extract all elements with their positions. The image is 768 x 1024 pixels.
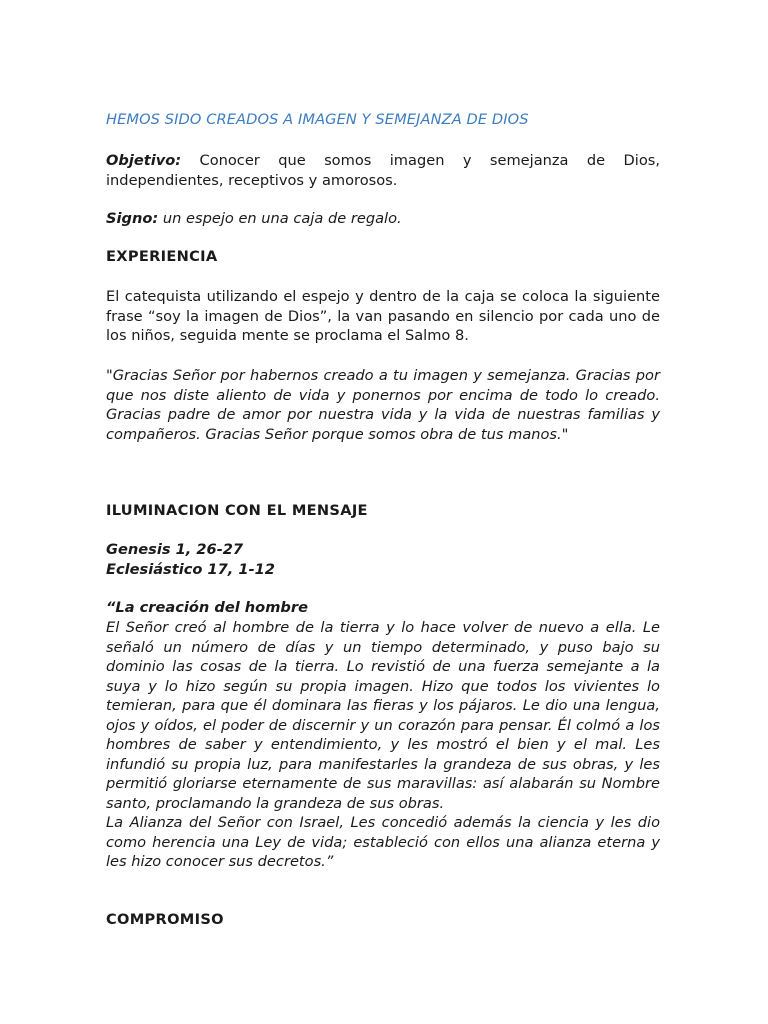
signo-text: un espejo en una caja de regalo.: [158, 210, 402, 227]
objetivo-label: Objetivo:: [106, 152, 182, 169]
experiencia-paragraph: El catequista utilizando el espejo y dentro de la caja se coloca la siguiente frase “soy la imagen de Dios”, la van pasando en silencio por cada uno de los niños, seguida mente se proclama el Salmo 8.: [106, 288, 660, 344]
reading-text-alianza: La Alianza del Señor con Israel, Les concedió además la ciencia y les dio como herencia una Ley de vida; estableció con ellos una alianza eterna y les hizo conocer sus decretos.”: [106, 814, 660, 870]
signo-paragraph: [106, 209, 660, 229]
document-title: HEMOS SIDO CREADOS A IMAGEN Y SEMEJANZA DE DIOS: [106, 111, 529, 128]
experiencia-heading: EXPERIENCIA: [106, 248, 218, 265]
bible-reference-eclesiastico: Eclesiástico 17, 1-12: [106, 561, 275, 578]
bible-reference-genesis: Genesis 1, 26-27: [106, 541, 244, 558]
prayer-paragraph: "Gracias Señor por habernos creado a tu imagen y semejanza. Gracias por que nos diste aliento de vida y ponernos por encima de todo lo creado. Gracias padre de amor por nuestra vida y la vida de nuestras familias y compañeros. Gracias Señor porque somos obra de tus manos.": [106, 367, 660, 443]
reading-text: El Señor creó al hombre de la tierra y lo hace volver de nuevo a ella. Le señaló un número de días y un tiempo determinado, y puso bajo su dominio las cosas de la tierra. Lo revistió de una fuerza semejante a la suya y lo hizo según su propia imagen. Hizo que todos los vivientes lo temieran, para que él dominara las fieras y los pájaros. Le dio una lengua, ojos y oídos, el poder de discernir y un corazón para pensar. Él colmó a los hombres de saber y entendimiento, y les mostró el bien y el mal. Les infundió su propia luz, para manifestarles la grandeza de sus obras, y les permitió gloriarse eternamente de sus maravillas: así alabarán su Nombre santo, proclamando la grandeza de sus obras.: [106, 619, 660, 812]
objetivo-text: Conocer que somos imagen y semejanza de Dios, independientes, receptivos y amorosos.: [106, 152, 660, 189]
signo-label: Signo:: [106, 210, 159, 227]
reading-title: “La creación del hombre: [106, 599, 308, 616]
objetivo-paragraph: [106, 151, 660, 190]
iluminacion-heading: ILUMINACION CON EL MENSAJE: [106, 502, 368, 519]
compromiso-heading: COMPROMISO: [106, 911, 224, 928]
